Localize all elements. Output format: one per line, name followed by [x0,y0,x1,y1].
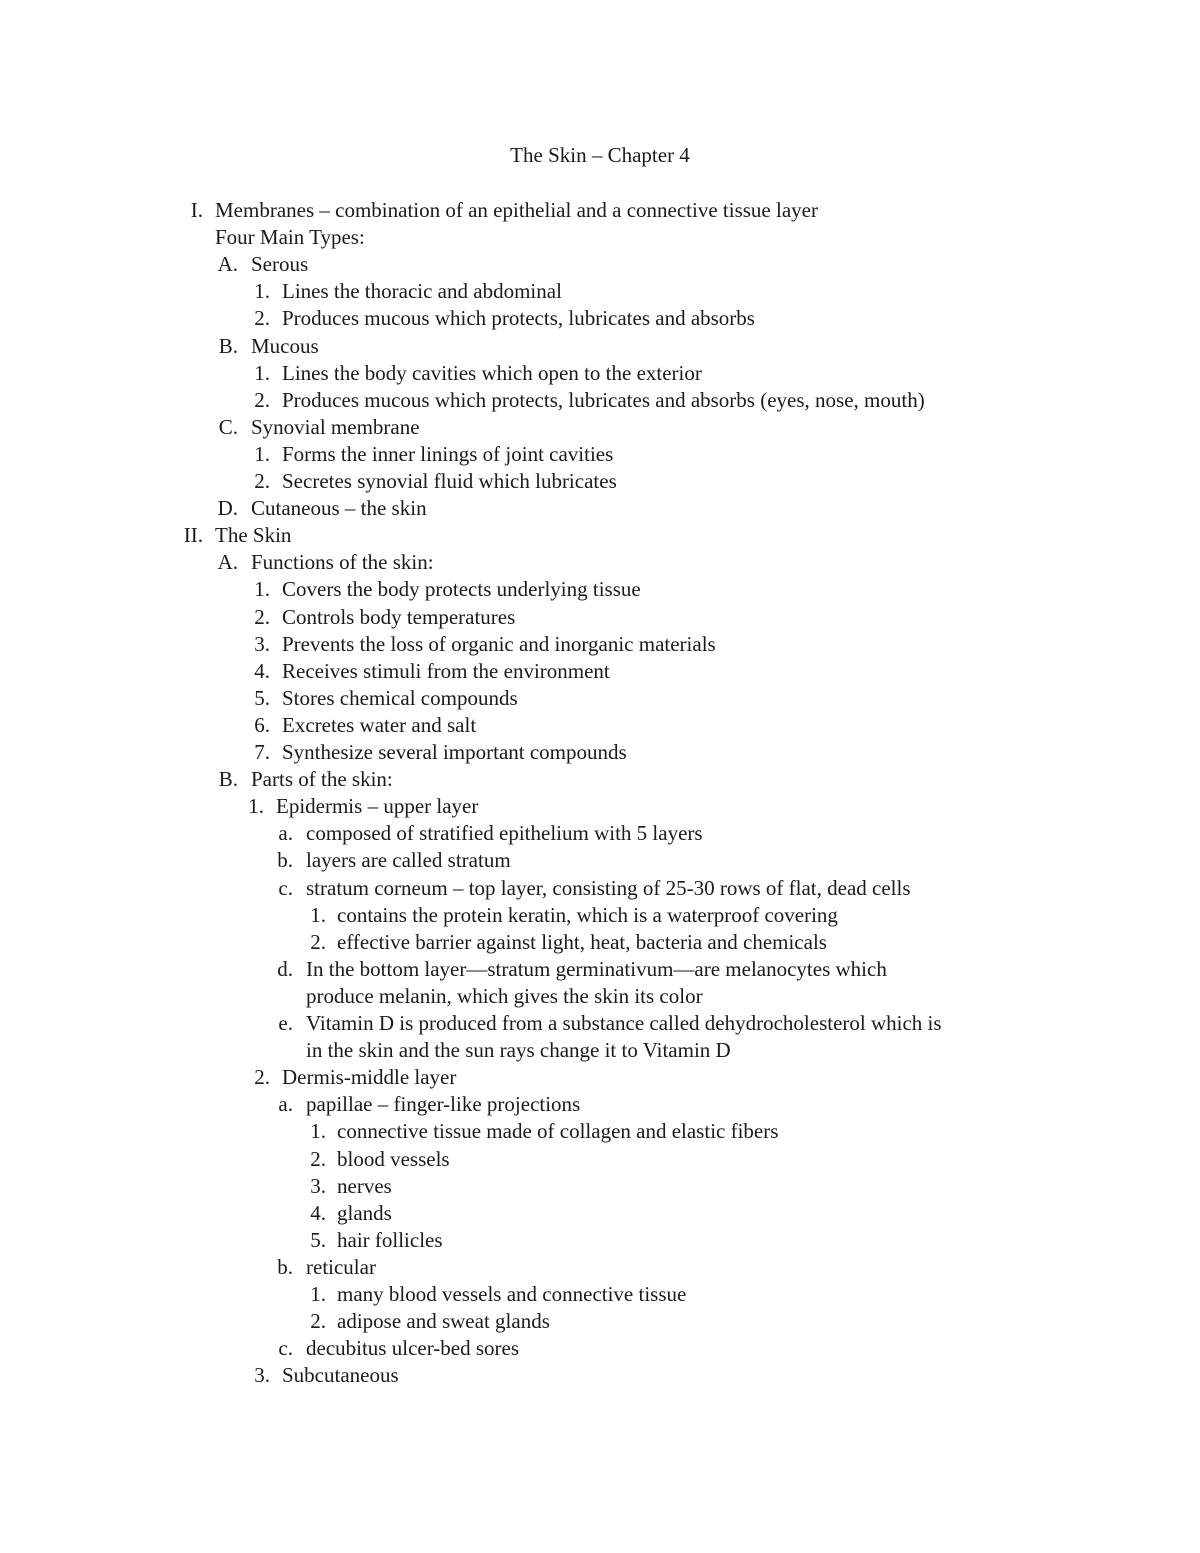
outline-line [0,793,1200,820]
outline-text: Dermis-middle layer [282,1065,457,1090]
outline-text: reticular [306,1254,376,1279]
outline-line [0,712,1200,739]
outline-line [0,1281,1200,1308]
outline-marker: 1. [254,577,270,602]
outline-marker: c. [278,875,293,900]
outline-text: Prevents the loss of organic and inorganic materials [282,631,716,656]
outline-text: decubitus ulcer-bed sores [306,1336,520,1361]
outline-text: glands [337,1200,392,1225]
outline-marker: 2. [310,1146,326,1171]
outline-line [0,333,1200,360]
outline-marker: II. [183,523,203,548]
outline-marker: 2. [254,604,270,629]
outline-text: stratum corneum – top layer, consisting of 25-30 rows of flat, dead cells [306,875,911,900]
outline-marker: 1. [248,794,264,819]
outline-marker: 1. [310,1282,326,1306]
outline-line [0,1037,1200,1064]
outline-marker: A. [217,550,238,575]
outline-line [0,576,1200,603]
outline-text: Subcutaneous [282,1363,399,1388]
outline-line [0,766,1200,793]
outline-line [0,1146,1200,1173]
outline-text: contains the protein keratin, which is a waterproof covering [337,902,838,927]
outline-line [0,468,1200,495]
outline-marker: 3. [254,631,270,656]
outline-text: Vitamin D is produced from a substance called dehydrocholesterol which is [306,1011,942,1035]
outline-text: Controls body temperatures [282,604,516,629]
outline-line [0,685,1200,712]
outline-line [0,983,1200,1010]
outline-line [0,1010,1200,1037]
outline-marker: 2. [254,387,270,412]
outline-text: many blood vessels and connective tissue [337,1282,687,1306]
outline-line [0,739,1200,766]
outline-marker: c. [278,1336,293,1361]
outline-line [0,251,1200,278]
outline-marker: 4. [310,1200,326,1225]
outline-line [0,1254,1200,1281]
outline-line [0,441,1200,468]
outline-line [0,278,1200,305]
outline-line [0,604,1200,631]
outline-marker: 1. [254,279,270,304]
outline-marker: a. [278,1092,293,1117]
outline-line [0,875,1200,902]
outline-text: Four Main Types: [215,225,365,250]
outline-text: Covers the body protects underlying tissue [282,577,641,602]
outline-marker: 3. [254,1363,270,1388]
document-title: The Skin – Chapter 4 [510,143,690,167]
outline-line [0,360,1200,387]
outline-text: Functions of the skin: [251,550,434,575]
outline-marker: B. [218,767,238,792]
outline-line [0,495,1200,522]
outline-marker: 5. [310,1227,326,1252]
outline-line [0,956,1200,983]
outline-text: Receives stimuli from the environment [282,658,610,683]
outline-text: In the bottom layer—stratum germinativum—are melanocytes which [306,956,887,981]
outline-text: hair follicles [337,1227,443,1252]
outline-marker: 2. [254,469,270,493]
outline-line [0,387,1200,414]
outline-marker: A. [217,252,238,277]
outline-text: Mucous [251,333,319,358]
outline-marker: e. [278,1011,293,1035]
outline-marker: 1. [254,441,270,466]
outline-text: Stores chemical compounds [282,685,518,710]
outline-marker: 2. [254,306,270,331]
outline-line [0,305,1200,332]
outline-text: effective barrier against light, heat, bacteria and chemicals [337,929,827,954]
outline-marker: b. [277,848,293,873]
outline-text: Epidermis – upper layer [276,794,479,819]
outline-text: produce melanin, which gives the skin its color [306,983,703,1008]
outline-line [0,929,1200,956]
outline-text: The Skin [215,523,292,548]
outline-marker: d. [277,956,293,981]
outline-text: adipose and sweat glands [337,1309,550,1334]
outline-line [0,1308,1200,1335]
outline-marker: 2. [310,1309,326,1334]
outline-line [0,1200,1200,1227]
outline-line [0,414,1200,441]
outline-text: Produces mucous which protects, lubricates and absorbs (eyes, nose, mouth) [282,387,925,412]
outline-text: Parts of the skin: [251,767,393,792]
outline-line [0,224,1200,251]
outline-text: Cutaneous – the skin [251,496,427,521]
outline-marker: B. [218,333,238,358]
outline-marker: I. [190,198,203,222]
outline-marker: 3. [310,1173,326,1198]
outline-text: Synthesize several important compounds [282,740,627,764]
outline-marker: 7. [254,740,270,764]
outline-line [0,1362,1200,1389]
outline-line [0,1091,1200,1118]
outline-marker: 2. [310,929,326,954]
outline-marker: C. [218,414,238,439]
outline-text: Excretes water and salt [282,712,477,737]
outline-line [0,522,1200,549]
outline-line [0,820,1200,847]
outline-line [0,1118,1200,1145]
outline-marker: 6. [254,712,270,737]
outline-text: Serous [251,252,309,277]
outline-line [0,1064,1200,1091]
outline-line [0,549,1200,576]
outline-marker: 5. [254,685,270,710]
outline-text: composed of stratified epithelium with 5 layers [306,821,703,846]
outline-text: Forms the inner linings of joint cavities [282,441,614,466]
outline-text: blood vessels [337,1146,450,1171]
outline-text: Membranes – combination of an epithelial and a connective tissue layer [215,198,818,222]
outline-marker: D. [217,496,238,521]
outline-line [0,847,1200,874]
outline-text: Lines the thoracic and abdominal [282,279,562,304]
outline-text: Secretes synovial fluid which lubricates [282,469,617,493]
outline-text: in the skin and the sun rays change it to Vitamin D [306,1038,731,1063]
outline-text: connective tissue made of collagen and elastic fibers [337,1119,779,1144]
outline-line [0,631,1200,658]
outline-line [0,1227,1200,1254]
outline-marker: a. [278,821,293,846]
outline-line [0,1335,1200,1362]
outline-marker: 1. [310,1119,326,1144]
outline-marker: 1. [254,360,270,385]
outline-marker: b. [277,1254,293,1279]
outline-marker: 1. [310,902,326,927]
outline-text: Produces mucous which protects, lubricates and absorbs [282,306,755,331]
outline-line [0,658,1200,685]
outline-line [0,197,1200,224]
outline-text: layers are called stratum [306,848,511,873]
outline-line [0,902,1200,929]
outline-marker: 4. [254,658,270,683]
outline-text: papillae – finger-like projections [306,1092,581,1117]
outline-text: Synovial membrane [251,414,420,439]
outline-text: nerves [337,1173,392,1198]
outline-line [0,1173,1200,1200]
outline-marker: 2. [254,1065,270,1090]
outline-text: Lines the body cavities which open to the exterior [282,360,702,385]
